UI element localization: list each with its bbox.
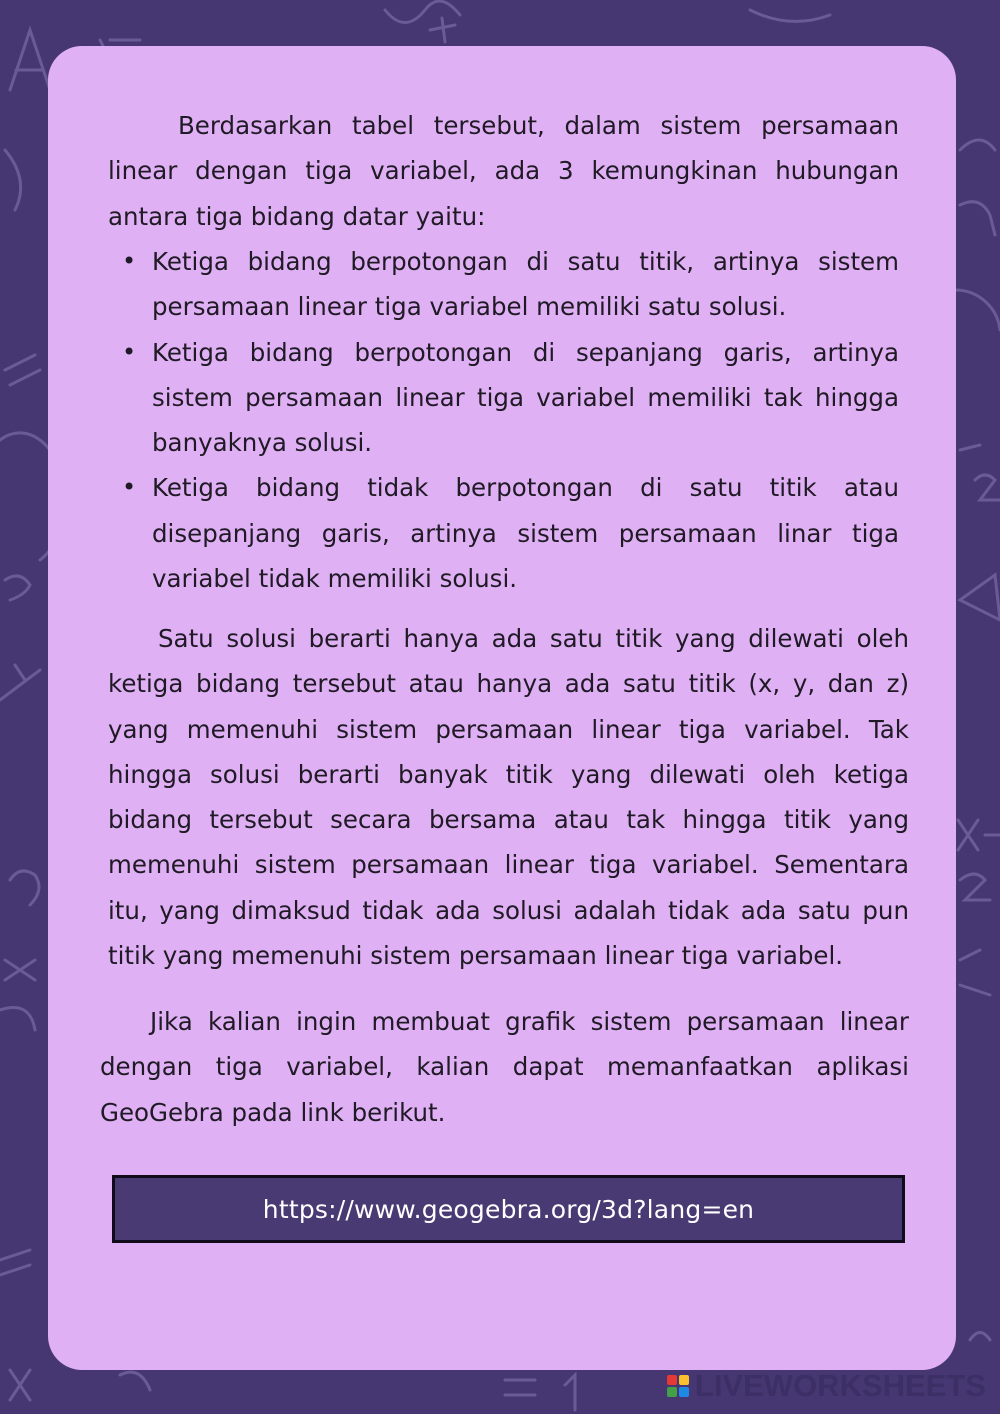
liveworksheets-brand[interactable] <box>667 1368 986 1404</box>
relationship-list <box>122 239 899 601</box>
geogebra-link[interactable]: https://www.geogebra.org/3d?lang=en <box>112 1175 905 1243</box>
list-item-text: Ketiga bidang berpotongan di sepanjang garis, artinya sistem persamaan linear tiga variabel memiliki tak hingga banyaknya solusi. <box>152 337 899 458</box>
liveworksheets-logo-icon <box>667 1375 689 1397</box>
bullet-icon: • <box>122 473 137 502</box>
list-item <box>122 239 899 330</box>
content-card <box>48 46 956 1370</box>
list-item <box>122 330 899 466</box>
list-item <box>122 465 899 601</box>
bullet-icon: • <box>122 337 137 366</box>
intro-paragraph: Berdasarkan tabel tersebut, dalam sistem persamaan linear dengan tiga variabel, ada 3 kemungkinan hubungan antara tiga bidang datar yaitu: <box>108 111 899 231</box>
bullet-icon: • <box>122 247 137 275</box>
brand-name: LIVEWORKSHEETS <box>694 1368 986 1403</box>
list-item-text: Ketiga bidang berpotongan di satu titik, artinya sistem persamaan linear tiga variabel memiliki satu solusi. <box>152 247 899 322</box>
solution-explanation-paragraph: Satu solusi berarti hanya ada satu titik yang dilewati oleh ketiga bidang tersebut atau hanya ada satu titik (x, y, dan z) yang memenuhi sistem persamaan linear tiga variabel. Tak hingga solusi berarti banyak titik yang dilewati oleh ketiga bidang tersebut secara bersama atau tak hingga titik yang memenuhi sistem persamaan linear tiga variabel. Sementara itu, yang dimaksud tidak ada solusi adalah tidak ada satu pun titik yang memenuhi sistem persamaan linear tiga variabel. <box>108 624 909 971</box>
list-item-text: Ketiga bidang tidak berpotongan di satu titik atau disepanjang garis, artinya sistem persamaan linar tiga variabel tidak memiliki solusi. <box>152 473 899 594</box>
geogebra-paragraph: Jika kalian ingin membuat grafik sistem persamaan linear dengan tiga variabel, kalian dapat memanfaatkan aplikasi GeoGebra pada link berikut. <box>100 1007 909 1127</box>
